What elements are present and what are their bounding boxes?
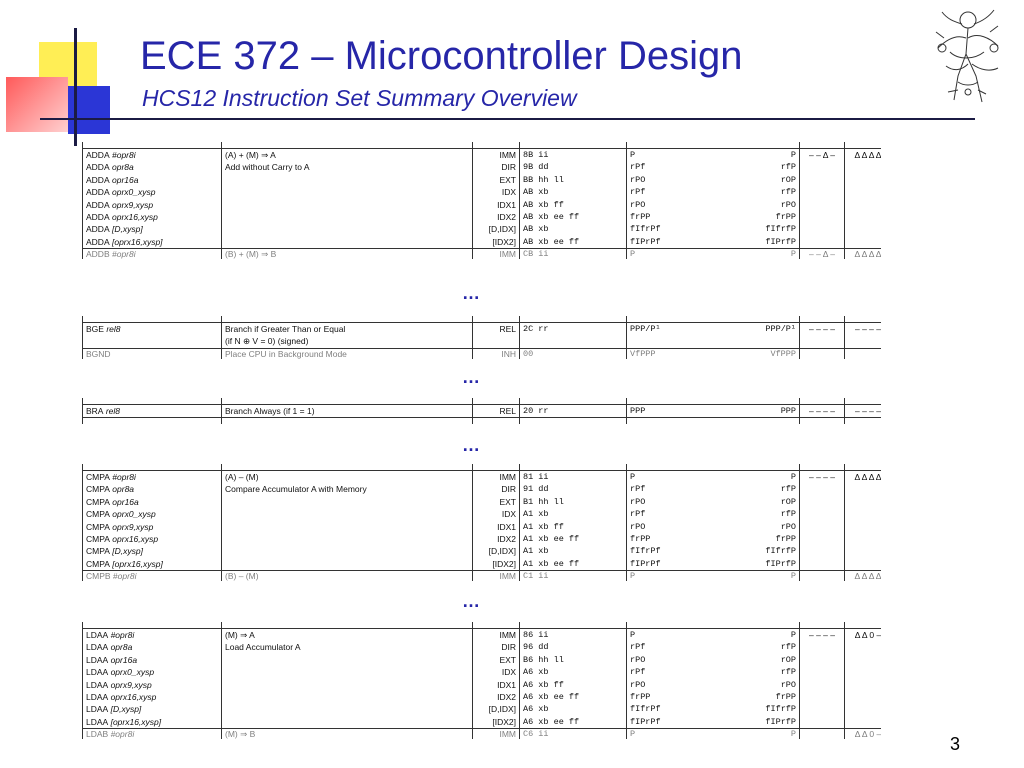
table-row: CMPA opr16a EXT B1 hh ll rPO rOP [83, 496, 882, 508]
decor-vertical-line [74, 28, 77, 146]
table-row: ADDA opr8a Add without Carry to A DIR 9B dd rPf rfP [83, 161, 882, 173]
table-row-faded [83, 622, 882, 628]
table-row: CMPA oprx9,xysp IDX1 A1 xb ff rPO rPO [83, 521, 882, 533]
table-row-partial: CMPB #opr8i (B) – (M) IMM C1 ii P P Δ Δ Δ Δ [83, 571, 882, 582]
page-number: 3 [950, 734, 961, 754]
table-row: CMPA [D,xysp] [D,IDX] A1 xb fIfrPf fIfrfP [83, 545, 882, 557]
table-row: LDAA oprx0_xysp IDX A6 xb rPf rfP [83, 666, 882, 678]
ellipsis: … [462, 435, 481, 455]
ldaa-instruction-segment [82, 622, 881, 740]
table-row-partial: ADDB #opr8i (B) + (M) ⇒ B IMM CB ii P P – – Δ – Δ Δ Δ Δ [83, 249, 882, 260]
table-row: BGE rel8 Branch if Greater Than or Equal REL 2C rr PPP/P¹ PPP/P¹ – – – – – – – – [83, 323, 882, 336]
bge-instruction-segment [82, 316, 881, 360]
table-row: CMPA [oprx16,xysp] [IDX2] A1 xb ee ff fIPrPf fIPrfP [83, 558, 882, 571]
table-row: CMPA #opr8i (A) – (M) IMM 81 ii P P – – – – Δ Δ Δ Δ [83, 471, 882, 484]
table-row-partial: LDAB #opr8i (M) ⇒ B IMM C6 ii P P Δ Δ 0 – [83, 729, 882, 740]
bra-table [82, 404, 881, 424]
adda-instruction-segment [82, 142, 881, 278]
table-row: ADDA [D,xysp] [D,IDX] AB xb fIfrPf fIfrfP [83, 223, 882, 235]
table-row: LDAA oprx9,xysp IDX1 A6 xb ff rPO rPO [83, 679, 882, 691]
title-underline [40, 118, 975, 120]
slide-title: ECE 372 – Microcontroller Design [140, 34, 743, 78]
table-row-faded [83, 316, 882, 322]
table-row: CMPA oprx0_xysp IDX A1 xb rPf rfP [83, 508, 882, 520]
ellipsis: … [462, 367, 481, 387]
table-row: LDAA opr16a EXT B6 hh ll rPO rOP [83, 654, 882, 666]
ellipsis: … [462, 283, 481, 303]
decor-red-square [6, 77, 68, 132]
table-row: CMPA oprx16,xysp IDX2 A1 xb ee ff frPP frPP [83, 533, 882, 545]
adda-table [82, 148, 881, 259]
table-row: ADDA oprx16,xysp IDX2 AB xb ee ff frPP frPP [83, 211, 882, 223]
table-row: CMPA opr8a Compare Accumulator A with Memory DIR 91 dd rPf rfP [83, 483, 882, 495]
table-row: LDAA oprx16,xysp IDX2 A6 xb ee ff frPP frPP [83, 691, 882, 703]
table-row: LDAA [D,xysp] [D,IDX] A6 xb fIfrPf fIfrfP [83, 703, 882, 715]
ldaa-table [82, 628, 881, 739]
table-row: ADDA opr16a EXT BB hh ll rPO rOP [83, 174, 882, 186]
table-row-faded [83, 418, 882, 425]
slide-subtitle: HCS12 Instruction Set Summary Overview [142, 85, 577, 111]
cmpa-table [82, 470, 881, 581]
table-row-faded [83, 464, 882, 470]
cmpa-instruction-segment [82, 464, 881, 586]
table-row-faded [83, 398, 882, 404]
table-row: LDAA [oprx16,xysp] [IDX2] A6 xb ee ff fIPrPf fIPrfP [83, 716, 882, 729]
bge-table [82, 322, 881, 359]
table-row: (if N ⊕ V = 0) (signed) [83, 335, 882, 348]
table-row-faded [83, 142, 882, 148]
table-row: BGND Place CPU in Background Mode INH 00 VfPPP VfPPP [83, 348, 882, 359]
table-row: BRA rel8 Branch Always (if 1 = 1) REL 20 rr PPP PPP – – – – – – – – [83, 405, 882, 418]
bra-instruction-segment [82, 398, 881, 428]
table-row: ADDA oprx9,xysp IDX1 AB xb ff rPO rPO [83, 199, 882, 211]
table-row: LDAA opr8a Load Accumulator A DIR 96 dd rPf rfP [83, 641, 882, 653]
table-row: ADDA #opr8i (A) + (M) ⇒ A IMM 8B ii P P – – Δ – Δ Δ Δ Δ [83, 149, 882, 162]
ellipsis: … [462, 591, 481, 611]
table-row: ADDA oprx0_xysp IDX AB xb rPf rfP [83, 186, 882, 198]
sketch-logo-icon [928, 2, 1006, 110]
table-row: ADDA [oprx16,xysp] [IDX2] AB xb ee ff fIPrPf fIPrfP [83, 236, 882, 249]
table-row: LDAA #opr8i (M) ⇒ A IMM 86 ii P P – – – – Δ Δ 0 – [83, 629, 882, 642]
